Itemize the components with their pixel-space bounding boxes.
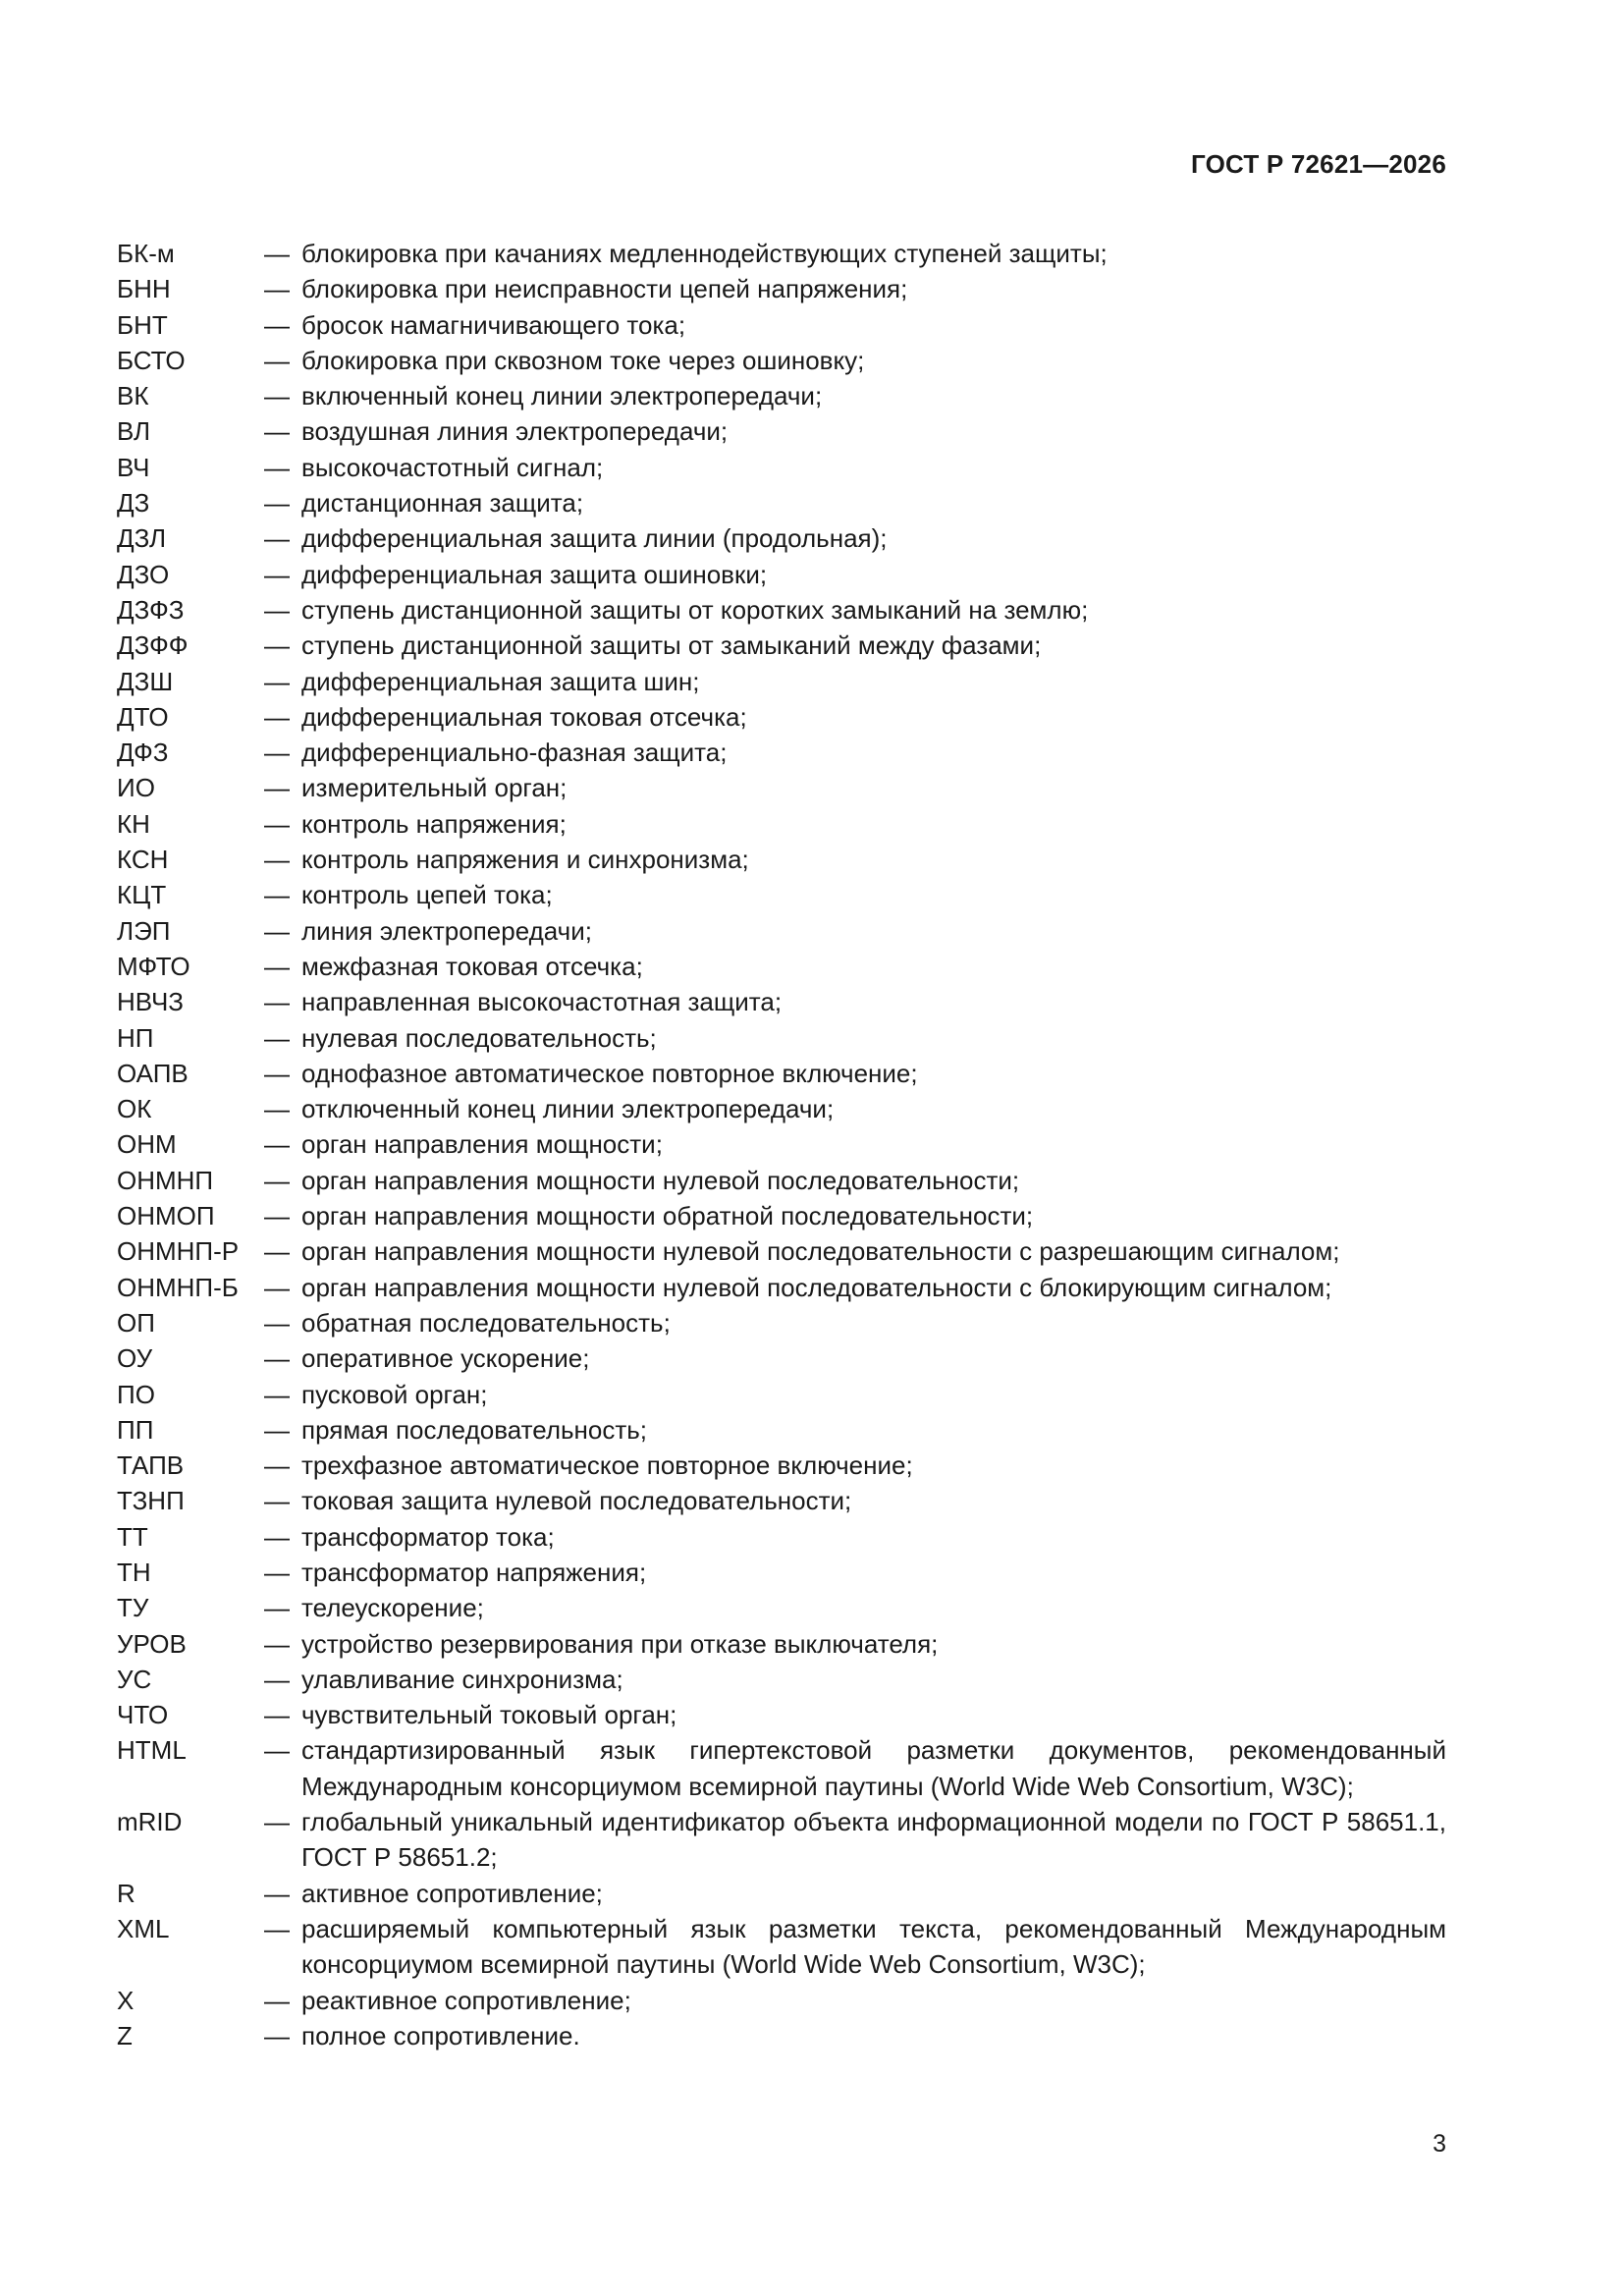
abbreviation-term: ОАПВ — [117, 1058, 189, 1088]
abbreviation-row — [117, 1091, 1446, 1126]
abbreviation-term: ТУ — [117, 1593, 149, 1623]
abbreviation-definition: стандартизированный язык гипертекстовой разметки документов, рекомендованный Международным консорциумом всемирной паутины (World Wide Web Consortium, W3C); — [301, 1735, 1446, 1801]
em-dash: — — [264, 1094, 290, 1124]
abbreviation-definition: направленная высокочастотная защита; — [301, 987, 783, 1017]
abbreviation-term: БСТО — [117, 345, 186, 375]
abbreviation-row — [117, 1590, 1446, 1625]
abbreviation-definition: оперативное ускорение; — [301, 1343, 590, 1374]
abbreviation-list — [117, 236, 1446, 2053]
abbreviation-definition: дифференциальная защита ошиновки; — [301, 559, 768, 589]
abbreviation-definition: дифференциально-фазная защита; — [301, 738, 728, 768]
abbreviation-term: ДЗФФ — [117, 630, 189, 661]
abbreviation-term: ДТО — [117, 701, 169, 732]
abbreviation-definition: трехфазное автоматическое повторное включение; — [301, 1450, 913, 1481]
abbreviation-definition: орган направления мощности; — [301, 1129, 663, 1160]
abbreviation-row — [117, 664, 1446, 699]
abbreviation-definition: блокировка при сквозном токе через ошиновку; — [301, 345, 865, 375]
abbreviation-definition: дифференциальная защита линии (продольная); — [301, 523, 888, 554]
abbreviation-row — [117, 913, 1446, 949]
abbreviation-row — [117, 1020, 1446, 1056]
em-dash: — — [264, 239, 290, 268]
em-dash: — — [264, 1628, 290, 1659]
abbreviation-term: ДЗФЗ — [117, 594, 185, 625]
abbreviation-row — [117, 1911, 1446, 1983]
abbreviation-definition: телеускорение; — [301, 1593, 484, 1623]
abbreviation-definition: включенный конец линии электропередачи; — [301, 381, 823, 411]
abbreviation-definition: токовая защита нулевой последовательности; — [301, 1486, 852, 1516]
em-dash: — — [264, 274, 290, 304]
abbreviation-definition: обратная последовательность; — [301, 1307, 671, 1338]
em-dash: — — [264, 1236, 290, 1267]
abbreviation-row — [117, 1448, 1446, 1483]
abbreviation-row — [117, 1270, 1446, 1305]
abbreviation-row — [117, 1626, 1446, 1662]
abbreviation-row — [117, 628, 1446, 663]
abbreviation-definition: орган направления мощности обратной последовательности; — [301, 1201, 1034, 1231]
em-dash: — — [264, 1664, 290, 1694]
abbreviation-term: ДФЗ — [117, 738, 169, 768]
abbreviation-definition: контроль напряжения и синхронизма; — [301, 845, 749, 875]
abbreviation-term: ВЧ — [117, 452, 150, 482]
abbreviation-definition: орган направления мощности нулевой последовательности с блокирующим сигналом; — [301, 1272, 1332, 1302]
abbreviation-term: БК-м — [117, 239, 175, 268]
em-dash: — — [264, 880, 290, 910]
em-dash: — — [264, 1165, 290, 1195]
abbreviation-row — [117, 1340, 1446, 1376]
em-dash: — — [264, 915, 290, 946]
em-dash: — — [264, 1058, 290, 1088]
em-dash: — — [264, 1450, 290, 1481]
abbreviation-term: НП — [117, 1022, 154, 1053]
abbreviation-row — [117, 806, 1446, 842]
abbreviation-row — [117, 1732, 1446, 1804]
abbreviation-term: ОНМ — [117, 1129, 177, 1160]
abbreviation-term: МФТО — [117, 951, 190, 981]
abbreviation-definition: ступень дистанционной защиты от замыканий между фазами; — [301, 630, 1042, 661]
abbreviation-definition: пусковой орган; — [301, 1379, 488, 1409]
abbreviation-definition: высокочастотный сигнал; — [301, 452, 604, 482]
abbreviation-row — [117, 2018, 1446, 2053]
em-dash: — — [264, 452, 290, 482]
abbreviation-definition: устройство резервирования при отказе выключателя; — [301, 1628, 939, 1659]
abbreviation-term: ЛЭП — [117, 915, 171, 946]
abbreviation-row — [117, 1305, 1446, 1340]
abbreviation-definition: отключенный конец линии электропередачи; — [301, 1094, 835, 1124]
abbreviation-term: Z — [117, 2020, 133, 2050]
abbreviation-definition: чувствительный токовый орган; — [301, 1700, 677, 1730]
abbreviation-row — [117, 1876, 1446, 1911]
abbreviation-row — [117, 949, 1446, 984]
abbreviation-row — [117, 1983, 1446, 2018]
abbreviation-definition: дифференциальная токовая отсечка; — [301, 701, 747, 732]
abbreviation-term: УС — [117, 1664, 152, 1694]
em-dash: — — [264, 1486, 290, 1516]
abbreviation-term: ТЗНП — [117, 1486, 185, 1516]
abbreviation-term: ОНМНП-Б — [117, 1272, 239, 1302]
abbreviation-definition: полное сопротивление. — [301, 2020, 580, 2050]
abbreviation-definition: измерительный орган; — [301, 773, 568, 803]
abbreviation-row — [117, 1377, 1446, 1412]
abbreviation-term: ЧТО — [117, 1700, 169, 1730]
abbreviation-definition: контроль напряжения; — [301, 808, 567, 839]
em-dash: — — [264, 559, 290, 589]
em-dash: — — [264, 1985, 290, 2015]
abbreviation-definition: глобальный уникальный идентификатор объекта информационной модели по ГОСТ Р 58651.1, ГОСТ Р 58651.2; — [301, 1807, 1446, 1873]
abbreviation-definition: реактивное сопротивление; — [301, 1985, 631, 2015]
em-dash: — — [264, 345, 290, 375]
em-dash: — — [264, 738, 290, 768]
em-dash: — — [264, 845, 290, 875]
em-dash: — — [264, 951, 290, 981]
abbreviation-term: ДЗШ — [117, 666, 174, 696]
document-header: ГОСТ Р 72621—2026 — [1191, 149, 1446, 179]
abbreviation-row — [117, 984, 1446, 1019]
abbreviation-row — [117, 413, 1446, 449]
abbreviation-term: X — [117, 1985, 135, 2015]
abbreviation-row — [117, 1198, 1446, 1233]
abbreviation-definition: дистанционная защита; — [301, 488, 584, 519]
abbreviation-definition: дифференциальная защита шин; — [301, 666, 700, 696]
abbreviation-row — [117, 1804, 1446, 1876]
abbreviation-term: ОНМОП — [117, 1201, 215, 1231]
em-dash: — — [264, 1307, 290, 1338]
em-dash: — — [264, 1521, 290, 1552]
abbreviation-row — [117, 592, 1446, 628]
abbreviation-term: ТН — [117, 1557, 151, 1587]
abbreviation-row — [117, 485, 1446, 520]
em-dash: — — [264, 1913, 290, 1943]
abbreviation-row — [117, 1519, 1446, 1555]
abbreviation-term: ВЛ — [117, 416, 151, 447]
abbreviation-row — [117, 877, 1446, 912]
em-dash: — — [264, 1022, 290, 1053]
abbreviation-row — [117, 450, 1446, 485]
abbreviation-definition: контроль цепей тока; — [301, 880, 553, 910]
abbreviation-definition: трансформатор тока; — [301, 1521, 555, 1552]
abbreviation-row — [117, 271, 1446, 306]
abbreviation-term: ПП — [117, 1414, 154, 1445]
abbreviation-term: HTML — [117, 1735, 187, 1766]
em-dash: — — [264, 2020, 290, 2050]
abbreviation-term: БНТ — [117, 309, 168, 340]
abbreviation-term: XML — [117, 1913, 170, 1943]
em-dash: — — [264, 488, 290, 519]
abbreviation-row — [117, 343, 1446, 378]
abbreviation-term: ДЗ — [117, 488, 150, 519]
em-dash: — — [264, 1129, 290, 1160]
em-dash: — — [264, 773, 290, 803]
abbreviation-row — [117, 307, 1446, 343]
abbreviation-term: УРОВ — [117, 1628, 187, 1659]
em-dash: — — [264, 416, 290, 447]
abbreviation-term: ДЗО — [117, 559, 170, 589]
abbreviation-definition: линия электропередачи; — [301, 915, 592, 946]
abbreviation-definition: активное сопротивление; — [301, 1878, 603, 1908]
abbreviation-row — [117, 1483, 1446, 1518]
em-dash: — — [264, 1201, 290, 1231]
abbreviation-row — [117, 1412, 1446, 1448]
abbreviation-definition: орган направления мощности нулевой последовательности; — [301, 1165, 1020, 1195]
em-dash: — — [264, 1878, 290, 1908]
abbreviation-row — [117, 699, 1446, 735]
em-dash: — — [264, 1379, 290, 1409]
abbreviation-definition: однофазное автоматическое повторное включение; — [301, 1058, 918, 1088]
abbreviation-term: КСН — [117, 845, 169, 875]
em-dash: — — [264, 309, 290, 340]
em-dash: — — [264, 630, 290, 661]
abbreviation-row — [117, 520, 1446, 556]
abbreviation-definition: ступень дистанционной защиты от коротких замыканий на землю; — [301, 594, 1089, 625]
em-dash: — — [264, 1343, 290, 1374]
abbreviation-definition: блокировка при неисправности цепей напряжения; — [301, 274, 908, 304]
em-dash: — — [264, 1700, 290, 1730]
abbreviation-term: ОНМНП — [117, 1165, 214, 1195]
abbreviation-row — [117, 770, 1446, 805]
abbreviation-term: ОНМНП-Р — [117, 1236, 240, 1267]
abbreviation-definition: трансформатор напряжения; — [301, 1557, 647, 1587]
abbreviation-definition: орган направления мощности нулевой последовательности с разрешающим сигналом; — [301, 1236, 1340, 1267]
em-dash: — — [264, 1272, 290, 1302]
em-dash: — — [264, 1557, 290, 1587]
abbreviation-row — [117, 735, 1446, 770]
abbreviation-definition: расширяемый компьютерный язык разметки текста, рекомендованный Международным консорциумом всемирной паутины (World Wide Web Consortium, W3C); — [301, 1913, 1446, 1980]
em-dash: — — [264, 808, 290, 839]
abbreviation-term: ОУ — [117, 1343, 153, 1374]
abbreviation-term: mRID — [117, 1807, 183, 1837]
em-dash: — — [264, 381, 290, 411]
em-dash: — — [264, 666, 290, 696]
abbreviation-row — [117, 1163, 1446, 1198]
abbreviation-term: НВЧЗ — [117, 987, 184, 1017]
abbreviation-term: ТАПВ — [117, 1450, 185, 1481]
page-number: 3 — [1433, 2130, 1446, 2158]
abbreviation-row — [117, 1233, 1446, 1269]
abbreviation-term: БНН — [117, 274, 171, 304]
abbreviation-term: КЦТ — [117, 880, 167, 910]
abbreviation-term: ТТ — [117, 1521, 148, 1552]
abbreviation-term: ИО — [117, 773, 155, 803]
em-dash: — — [264, 701, 290, 732]
abbreviation-row — [117, 842, 1446, 877]
abbreviation-row — [117, 1555, 1446, 1590]
abbreviation-row — [117, 1662, 1446, 1697]
abbreviation-definition: улавливание синхронизма; — [301, 1664, 623, 1694]
em-dash: — — [264, 1807, 290, 1837]
em-dash: — — [264, 1735, 290, 1766]
abbreviation-term: ВК — [117, 381, 149, 411]
abbreviation-row — [117, 378, 1446, 413]
em-dash: — — [264, 1593, 290, 1623]
abbreviation-row — [117, 1056, 1446, 1091]
abbreviation-definition: прямая последовательность; — [301, 1414, 648, 1445]
em-dash: — — [264, 523, 290, 554]
abbreviation-row — [117, 1697, 1446, 1732]
em-dash: — — [264, 987, 290, 1017]
em-dash: — — [264, 594, 290, 625]
abbreviation-row — [117, 1126, 1446, 1162]
abbreviation-definition: межфазная токовая отсечка; — [301, 951, 643, 981]
em-dash: — — [264, 1414, 290, 1445]
abbreviation-row — [117, 236, 1446, 271]
abbreviation-term: R — [117, 1878, 135, 1908]
abbreviation-term: ОП — [117, 1307, 155, 1338]
abbreviation-term: ПО — [117, 1379, 155, 1409]
abbreviation-definition: бросок намагничивающего тока; — [301, 309, 686, 340]
abbreviation-definition: воздушная линия электропередачи; — [301, 416, 729, 447]
abbreviation-term: ДЗЛ — [117, 523, 167, 554]
abbreviation-definition: нулевая последовательность; — [301, 1022, 657, 1053]
abbreviation-row — [117, 557, 1446, 592]
abbreviation-definition: блокировка при качаниях медленнодействующих ступеней защиты; — [301, 239, 1108, 268]
abbreviation-term: ОК — [117, 1094, 152, 1124]
abbreviation-term: КН — [117, 808, 150, 839]
